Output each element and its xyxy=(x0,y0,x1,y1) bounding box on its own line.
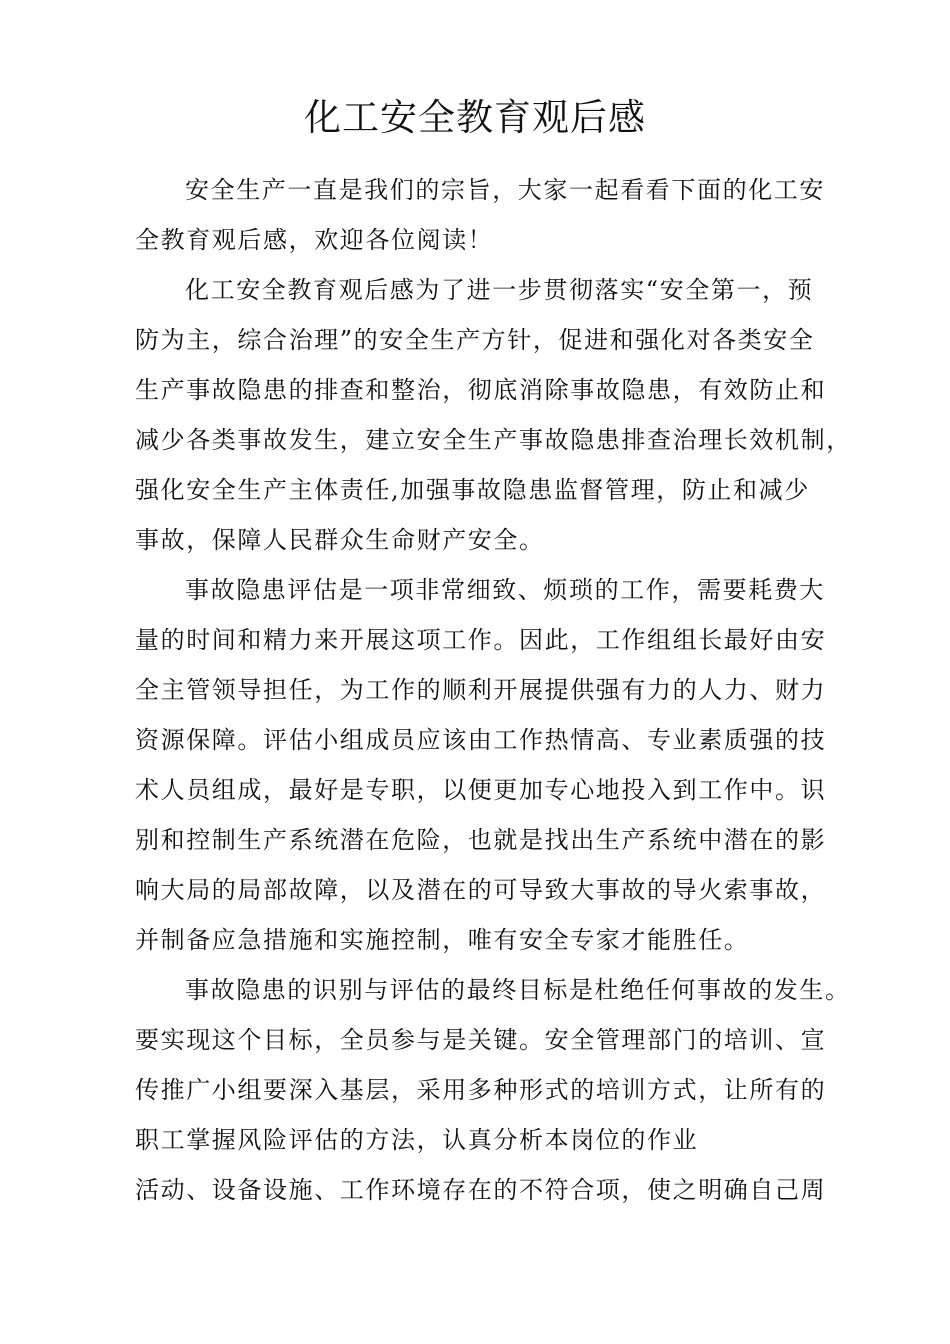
text-line: 量的时间和精力来开展这项工作。因此，工作组组长最好由安 xyxy=(135,626,827,654)
document-title: 化工安全教育观后感 xyxy=(304,96,646,139)
text-line: 传推广小组要深入基层，采用多种形式的培训方式，让所有的 xyxy=(135,1076,827,1104)
text-line: 响大局的局部故障，以及潜在的可导致大事故的导火索事故， xyxy=(135,876,827,904)
text-line: 全主管领导担任，为工作的顺利开展提供强有力的人力、财力 xyxy=(135,676,827,704)
text-line: 职工掌握风险评估的方法，认真分析本岗位的作业 xyxy=(135,1126,699,1154)
text-line: 活动、设备设施、工作环境存在的不符合项，使之明确自己周 xyxy=(135,1176,827,1204)
text-line: 安全生产一直是我们的宗旨，大家一起看看下面的化工安 xyxy=(185,176,825,204)
text-line: 并制备应急措施和实施控制，唯有安全专家才能胜任。 xyxy=(135,926,750,954)
text-line: 要实现这个目标，全员参与是关键。安全管理部门的培训、宣 xyxy=(135,1026,827,1054)
text-line: 事故隐患的识别与评估的最终目标是杜绝任何事故的发生。 xyxy=(185,976,851,1004)
text-line: 生产事故隐患的排查和整治，彻底消除事故隐患，有效防止和 xyxy=(135,376,827,404)
text-line: 化工安全教育观后感为了进一步贯彻落实“安全第一，预 xyxy=(185,276,814,304)
text-line: 资源保障。评估小组成员应该由工作热情高、专业素质强的技 xyxy=(135,726,827,754)
text-line: 强化安全生产主体责任,加强事故隐患监督管理，防止和减少 xyxy=(135,476,810,504)
text-line: 全教育观后感，欢迎各位阅读！ xyxy=(135,226,494,254)
text-line: 别和控制生产系统潜在危险，也就是找出生产系统中潜在的影 xyxy=(135,826,827,854)
text-line: 术人员组成，最好是专职，以便更加专心地投入到工作中。识 xyxy=(135,776,827,804)
text-line: 事故，保障人民群众生命财产安全。 xyxy=(135,526,545,554)
text-line: 减少各类事故发生，建立安全生产事故隐患排查治理长效机制， xyxy=(135,426,852,454)
text-line: 事故隐患评估是一项非常细致、烦琐的工作，需要耗费大 xyxy=(185,576,825,604)
text-line: 防为主，综合治理”的安全生产方针，促进和强化对各类安全 xyxy=(135,326,815,354)
